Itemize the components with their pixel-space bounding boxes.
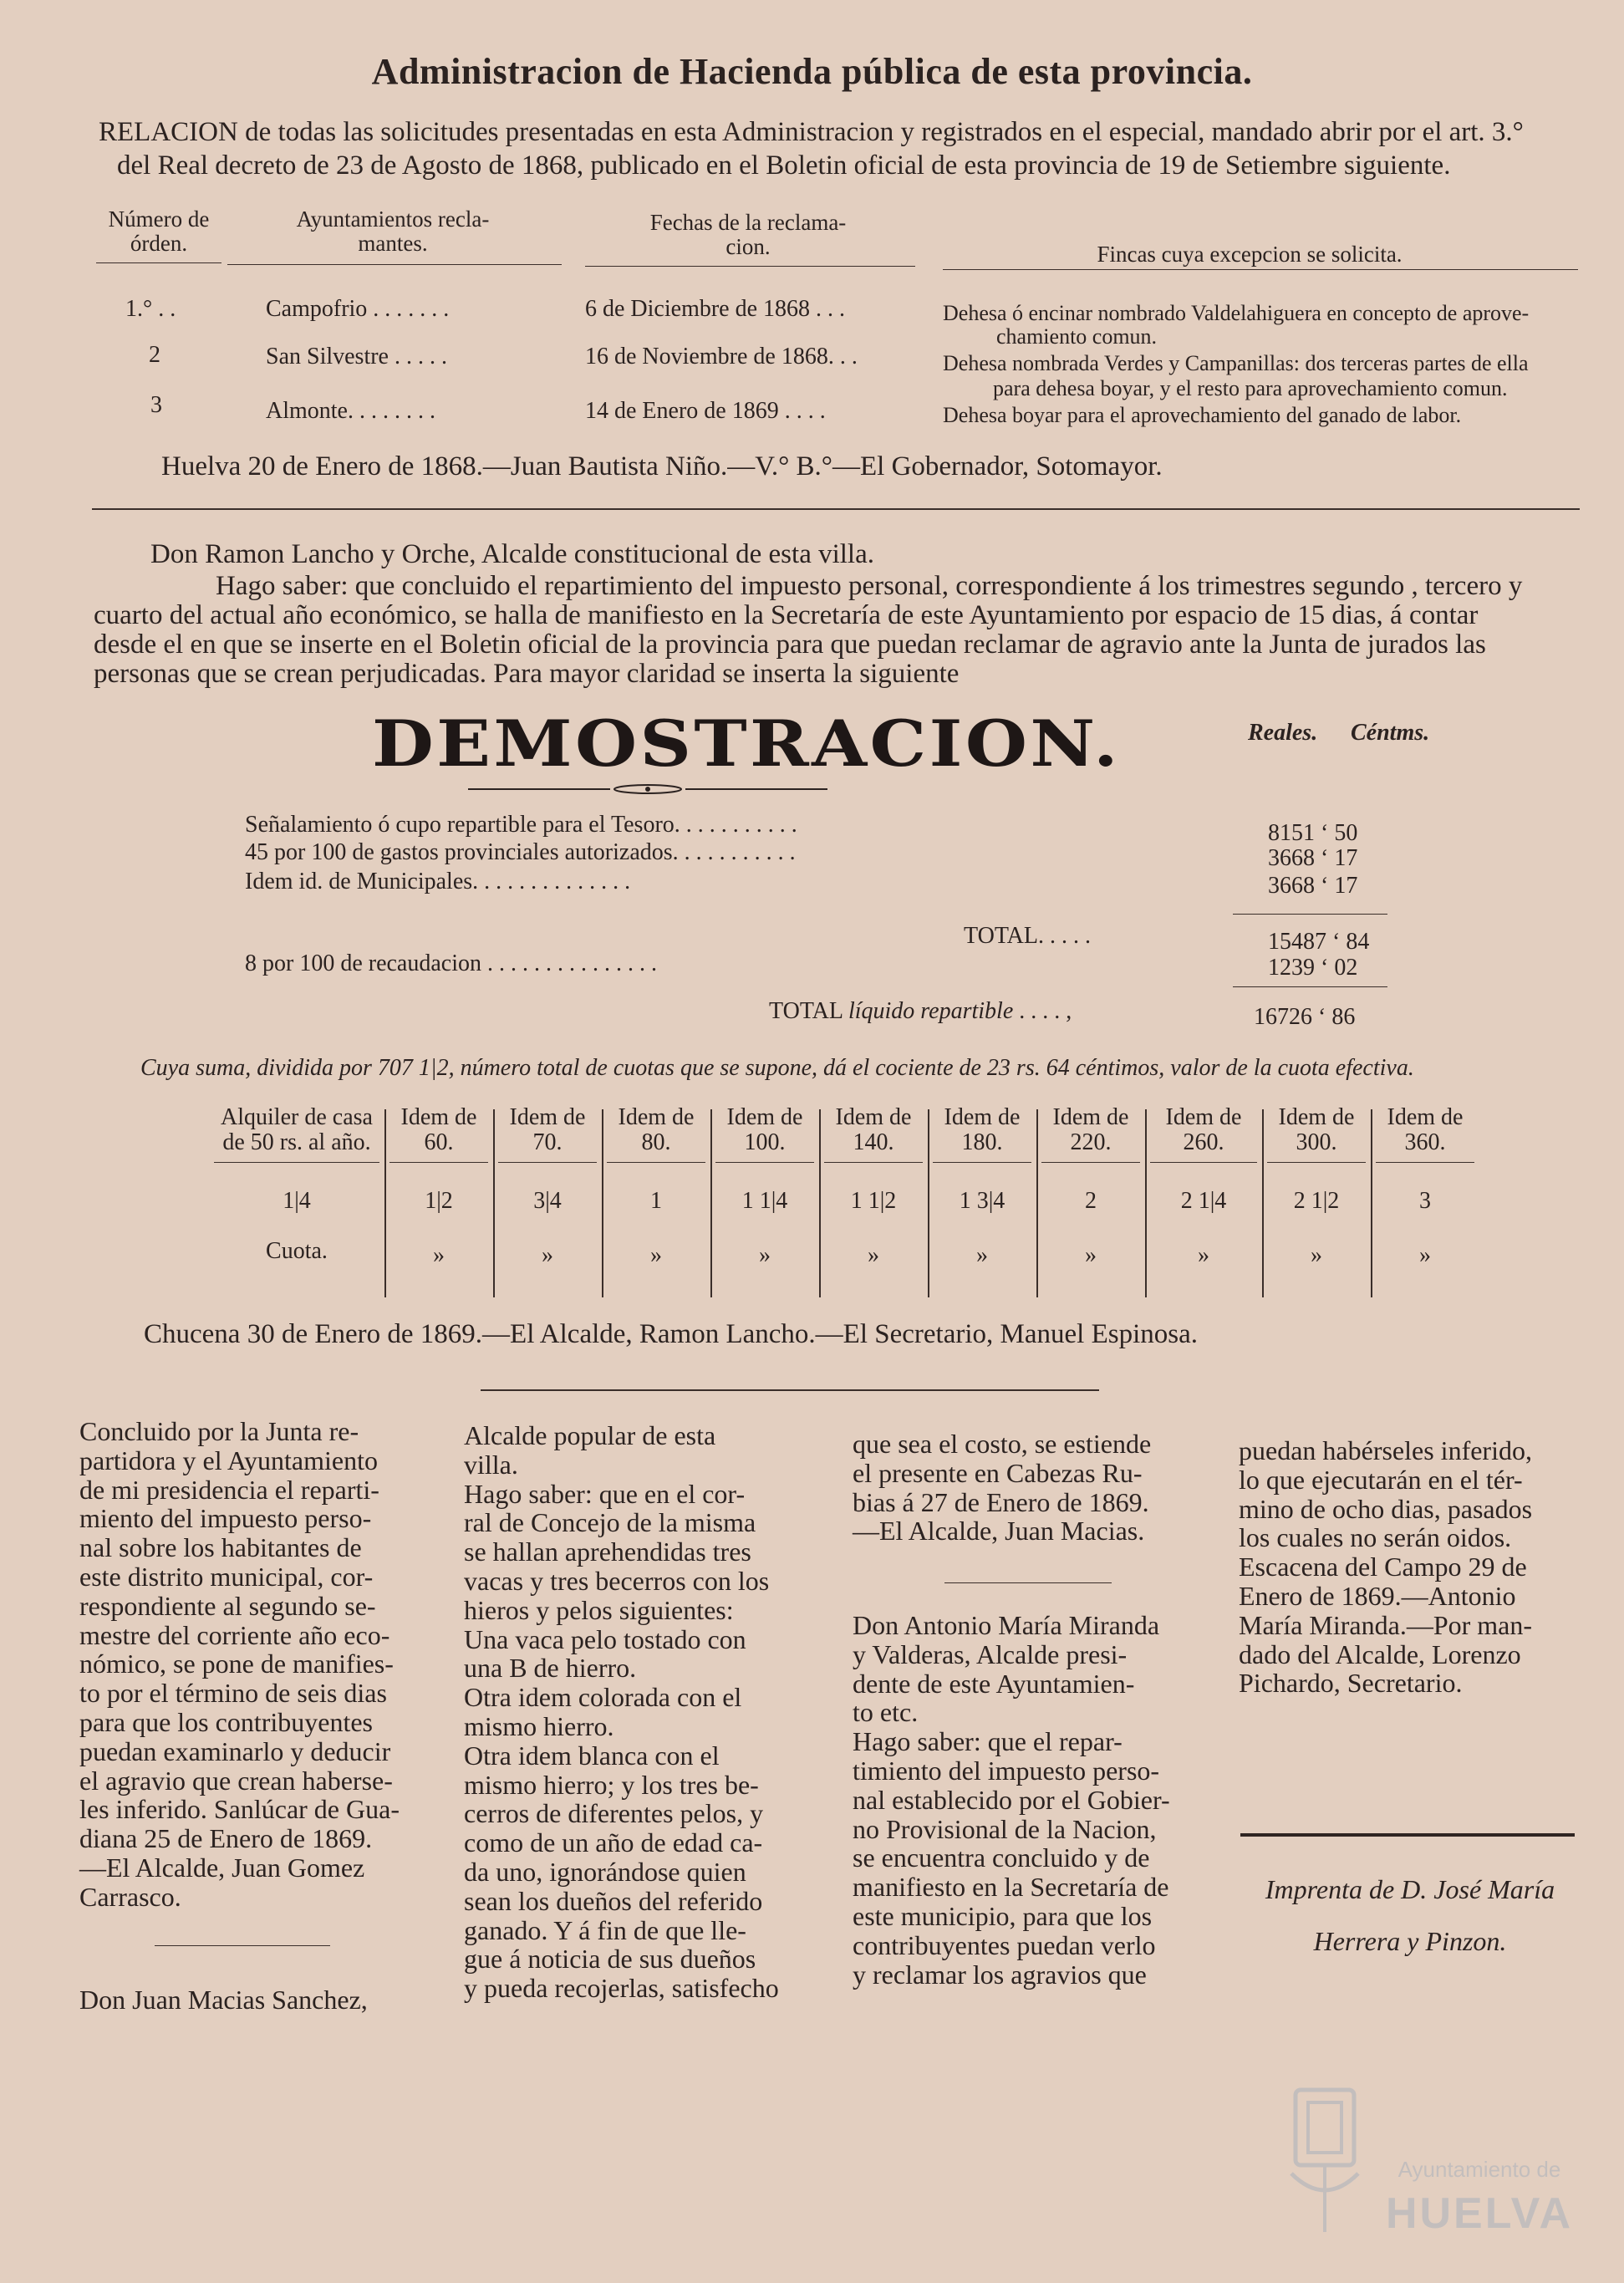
text-line: diana 25 de Enero de 1869.	[79, 1823, 373, 1854]
text-line: —El Alcalde, Juan Macias.	[853, 1516, 1145, 1547]
total-liquido-label: TOTAL líquido repartible . . . . ,	[769, 998, 1072, 1024]
text-line: no Provisional de la Nacion,	[853, 1813, 1157, 1844]
quota-mark: »	[650, 1242, 662, 1268]
quota-header-line-2: 180.	[961, 1129, 1003, 1155]
text-line: Enero de 1869.—Antonio	[1239, 1580, 1516, 1611]
quota-header-rule	[389, 1162, 488, 1163]
quota-mark: »	[1198, 1242, 1209, 1268]
text-line: ganado. Y á fin de que lle-	[464, 1914, 746, 1945]
sum-rule	[1233, 914, 1387, 915]
column-divider	[155, 1945, 330, 1946]
stamp-line-1: Ayuntamiento de	[1397, 2157, 1561, 2182]
quota-header-line-1: Idem de	[509, 1104, 586, 1130]
quota-fraction: 1 3|4	[959, 1188, 1005, 1214]
quota-header-rule	[607, 1162, 705, 1163]
text-line: Concluido por la Junta re-	[79, 1416, 359, 1446]
text-line: el presente en Cabezas Ru-	[853, 1457, 1143, 1488]
demo-row-value: 8151 ‘ 50	[1268, 820, 1358, 846]
text-line: ral de Concejo de la misma	[464, 1507, 756, 1538]
quota-header-rule	[1376, 1162, 1474, 1163]
quota-mark: »	[759, 1242, 771, 1268]
chucena-line-1: Hago saber: que concluido el repartimiento del impuesto personal, correspondiente á los trimestres segundo , tercero y	[216, 571, 1523, 601]
row-2-fecha: 16 de Noviembre de 1868. . .	[585, 344, 858, 369]
quota-fraction: 2	[1085, 1188, 1097, 1214]
text-line: y pueda recojerlas, satisfecho	[464, 1973, 779, 2004]
column-escacena	[853, 1611, 1191, 1989]
col-header-centimos: Céntms.	[1351, 720, 1430, 746]
demo-row-value: 3668 ‘ 17	[1268, 845, 1358, 871]
row-1-number: 1.° . .	[125, 296, 176, 322]
text-line: Otra idem blanca con el	[464, 1740, 720, 1771]
relacion-signature: Huelva 20 de Enero de 1868.—Juan Bautista Niño.—V.° B.°—El Gobernador, Sotomayor.	[161, 451, 1163, 482]
demo-row-label: 45 por 100 de gastos provinciales autorizados. . . . . . . . . . .	[245, 839, 796, 865]
intro-line-1: RELACION de todas las solicitudes presentadas en esta Administracion y registrados en el especial, mandado abrir por el art. 3.°	[99, 117, 1524, 147]
text-line: Escacena del Campo 29 de	[1239, 1552, 1527, 1582]
total-label: TOTAL. . . . .	[964, 923, 1092, 949]
text-line: Alcalde popular de esta	[464, 1420, 716, 1450]
quota-header-line-2: 60.	[424, 1129, 454, 1155]
text-line: villa.	[464, 1449, 518, 1480]
text-line: este municipio, para que los	[853, 1900, 1153, 1931]
quota-mark: »	[868, 1242, 879, 1268]
quota-fraction: 1|4	[283, 1188, 311, 1214]
text-line: da uno, ignorándose quien	[464, 1856, 746, 1887]
text-line: una B de hierro.	[464, 1653, 637, 1684]
quota-header-line-1: Idem de	[400, 1104, 477, 1130]
quota-fraction: 2 1|2	[1293, 1188, 1340, 1214]
imprint-divider	[1240, 1833, 1575, 1837]
text-line: puedan examinarlo y deducir	[79, 1735, 391, 1766]
quota-header-line-1: Idem de	[1278, 1104, 1355, 1130]
quota-column-divider	[1145, 1109, 1147, 1297]
header-underline	[96, 262, 221, 263]
text-line: to etc.	[853, 1697, 919, 1728]
text-line: cerros de diferentes pelos, y	[464, 1798, 764, 1829]
recaudacion-label: 8 por 100 de recaudacion . . . . . . . . . . . . . . .	[245, 950, 657, 976]
text-line: nal establecido por el Gobier-	[853, 1784, 1170, 1815]
text-line: dado del Alcalde, Lorenzo	[1239, 1638, 1521, 1669]
text-line: como de un año de edad ca-	[464, 1827, 763, 1858]
quota-fraction: 1	[650, 1188, 662, 1214]
text-line: mestre del corriente año eco-	[79, 1619, 390, 1650]
quota-header-rule	[933, 1162, 1031, 1163]
quota-header-line-1: Idem de	[944, 1104, 1021, 1130]
sum-rule	[1233, 986, 1387, 987]
imprint-line-2: Herrera y Pinzon.	[1313, 1926, 1507, 1956]
page-title: Administracion de Hacienda pública de esta provincia.	[371, 51, 1253, 92]
quota-header-line-2: 70.	[532, 1129, 563, 1155]
column-sanlucar	[79, 1417, 418, 1912]
col-header-number: Número de órden.	[108, 206, 210, 256]
quota-column-divider	[384, 1109, 386, 1297]
text-line: se hallan aprehendidas tres	[464, 1536, 751, 1567]
text-line: bias á 27 de Enero de 1869.	[853, 1486, 1149, 1517]
row-2-number: 2	[149, 342, 160, 368]
text-line: de mi presidencia el reparti-	[79, 1474, 379, 1505]
col-header-reales: Reales.	[1248, 720, 1318, 746]
stamp-line-2: HUELVA	[1385, 2189, 1574, 2238]
quota-column-divider	[1036, 1109, 1038, 1297]
header-underline	[943, 269, 1578, 270]
chucena-opening: Don Ramon Lancho y Orche, Alcalde constitucional de esta villa.	[150, 539, 874, 569]
quota-header-line-1: Idem de	[1052, 1104, 1129, 1130]
quota-header-rule	[1150, 1162, 1257, 1163]
intro-line-2: del Real decreto de 23 de Agosto de 1868, publicado en el Boletin oficial de esta provincia de 19 de Setiembre siguiente.	[117, 150, 1451, 181]
quota-header-line-2: 300.	[1296, 1129, 1337, 1155]
row-3-fecha: 14 de Enero de 1869 . . . .	[585, 398, 826, 424]
text-line: Una vaca pelo tostado con	[464, 1623, 746, 1654]
demo-row-value: 3668 ‘ 17	[1268, 873, 1358, 899]
text-line: vacas y tres becerros con los	[464, 1565, 770, 1596]
text-line: y Valderas, Alcalde presi-	[853, 1638, 1128, 1669]
demostracion-heading: DEMOSTRACION.	[372, 706, 1122, 781]
section-divider	[92, 508, 1580, 510]
quota-column-divider	[928, 1109, 929, 1297]
text-line: hieros y pelos siguientes:	[464, 1594, 734, 1625]
text-line: este distrito municipal, cor-	[79, 1561, 374, 1592]
chucena-line-4: personas que se crean perjudicadas. Para mayor claridad se inserta la siguiente	[94, 659, 960, 689]
text-line: Hago saber: que en el cor-	[464, 1478, 746, 1509]
text-line: —El Alcalde, Juan Gomez	[79, 1852, 365, 1883]
row-2-ayuntamiento: San Silvestre . . . . .	[266, 344, 447, 369]
row-3-number: 3	[150, 392, 162, 418]
text-line: puedan habérseles inferido,	[1239, 1435, 1532, 1465]
chucena-signature: Chucena 30 de Enero de 1869.—El Alcalde, Ramon Lancho.—El Secretario, Manuel Espinosa.	[144, 1319, 1198, 1349]
row-3-finca: Dehesa boyar para el aprovechamiento del ganado de labor.	[943, 403, 1462, 427]
quota-fraction: 1 1|4	[741, 1188, 788, 1214]
quota-header-line-1: Alquiler de casa	[221, 1104, 373, 1130]
quota-mark: »	[542, 1242, 553, 1268]
text-line: Pichardo, Secretario.	[1239, 1668, 1463, 1699]
quota-fraction: 3	[1419, 1188, 1431, 1214]
quota-mark: »	[433, 1242, 445, 1268]
total-liquido-value: 16726 ‘ 86	[1254, 1004, 1356, 1030]
column-escacena-end	[1239, 1436, 1581, 1698]
quota-fraction: 1|2	[425, 1188, 453, 1214]
text-line: Hago saber: que el repar-	[853, 1726, 1123, 1757]
quota-header-rule	[1041, 1162, 1140, 1163]
quota-header-line-1: Idem de	[618, 1104, 695, 1130]
text-line: María Miranda.—Por man-	[1239, 1609, 1533, 1640]
column-cabezas-rubias	[464, 1421, 802, 2003]
section-divider	[481, 1389, 1099, 1391]
quota-header-line-2: 100.	[744, 1129, 786, 1155]
text-line: dente de este Ayuntamien-	[853, 1668, 1135, 1699]
quota-column-divider	[1262, 1109, 1264, 1297]
text-line: to por el término de seis dias	[79, 1678, 387, 1709]
text-line: el agravio que crean haberse-	[79, 1765, 393, 1796]
quota-column-divider	[602, 1109, 603, 1297]
quota-mark: »	[976, 1242, 988, 1268]
column-cabezas-rubias-end	[853, 1429, 1191, 1546]
quota-header-rule	[824, 1162, 923, 1163]
cuota-note: Cuya suma, dividida por 707 1|2, número total de cuotas que se supone, dá el cociente de 23 rs. 64 céntimos, valor de la cuota efectiva.	[140, 1055, 1414, 1081]
quota-fraction: 3|4	[533, 1188, 562, 1214]
text-line: nómico, se pone de manifies-	[79, 1649, 394, 1679]
header-underline	[585, 266, 915, 267]
quota-column-divider	[710, 1109, 712, 1297]
text-line: y reclamar los agravios que	[853, 1959, 1147, 1990]
text-line: para que los contribuyentes	[79, 1706, 373, 1737]
quota-fraction: 1 1|2	[850, 1188, 897, 1214]
text-line: manifiesto en la Secretaría de	[853, 1872, 1169, 1903]
text-line: partidora y el Ayuntamiento	[79, 1445, 378, 1475]
quota-mark: »	[1085, 1242, 1097, 1268]
row-1-fecha: 6 de Diciembre de 1868 . . .	[585, 296, 846, 322]
quota-header-line-2: de 50 rs. al año.	[222, 1129, 371, 1155]
quota-label: Cuota.	[266, 1238, 328, 1264]
row-2-finca-cont: para dehesa boyar, y el resto para aprovechamiento comun.	[993, 376, 1508, 400]
text-line: sean los dueños del referido	[464, 1885, 763, 1916]
text-line: mismo hierro; y los tres be-	[464, 1769, 759, 1800]
demo-row-label: Idem id. de Municipales. . . . . . . . . . . . . .	[245, 869, 631, 894]
quota-column-divider	[819, 1109, 821, 1297]
text-line: les inferido. Sanlúcar de Gua-	[79, 1794, 400, 1825]
quota-fraction: 2 1|4	[1180, 1188, 1227, 1214]
quota-header-line-1: Idem de	[1387, 1104, 1464, 1130]
total-value: 15487 ‘ 84	[1268, 929, 1370, 955]
text-line: contribuyentes puedan verlo	[853, 1929, 1156, 1960]
quota-header-line-1: Idem de	[726, 1104, 803, 1130]
text-line: mino de ocho dias, pasados	[1239, 1493, 1533, 1524]
quota-header-rule	[214, 1162, 379, 1163]
text-line: timiento del impuesto perso-	[853, 1755, 1160, 1786]
text-line: miento del impuesto perso-	[79, 1503, 372, 1534]
recaudacion-value: 1239 ‘ 02	[1268, 955, 1358, 981]
quota-header-rule	[715, 1162, 814, 1163]
text-line: Carrasco.	[79, 1881, 181, 1912]
text-line: que sea el costo, se estiende	[853, 1429, 1152, 1459]
quota-header-line-2: 220.	[1070, 1129, 1112, 1155]
text-line: se encuentra concluido y de	[853, 1842, 1150, 1873]
quota-mark: »	[1311, 1242, 1322, 1268]
column-divider	[944, 1582, 1112, 1583]
quota-column-divider	[1371, 1109, 1372, 1297]
quota-header-line-1: Idem de	[835, 1104, 912, 1130]
header-underline	[227, 264, 562, 265]
text-line: respondiente al segundo se-	[79, 1590, 376, 1621]
quota-header-line-1: Idem de	[1165, 1104, 1242, 1130]
text-line: Don Antonio María Miranda	[853, 1610, 1160, 1640]
text-line: nal sobre los habitantes de	[79, 1532, 362, 1563]
archive-stamp	[1279, 2073, 1580, 2249]
text-line: Otra idem colorada con el	[464, 1682, 742, 1713]
text-line: los cuales no serán oidos.	[1239, 1522, 1512, 1553]
text-line: mismo hierro.	[464, 1710, 614, 1741]
row-3-ayuntamiento: Almonte. . . . . . . .	[266, 398, 435, 424]
row-2-finca: Dehesa nombrada Verdes y Campanillas: dos terceras partes de ella	[943, 351, 1529, 375]
quota-header-rule	[498, 1162, 597, 1163]
quota-header-line-2: 140.	[853, 1129, 894, 1155]
text-line: lo que ejecutarán en el tér-	[1239, 1464, 1523, 1495]
coat-of-arms-icon	[1279, 2073, 1371, 2240]
imprint-line-1: Imprenta de D. José María	[1265, 1874, 1555, 1904]
chucena-line-2: cuarto del actual año económico, se halla de manifiesto en la Secretaría de este Ayuntamiento por espacio de 15 dias, á contar	[94, 600, 1479, 630]
quota-column-divider	[493, 1109, 495, 1297]
quota-header-line-2: 260.	[1183, 1129, 1224, 1155]
col-header-fincas: Fincas cuya excepcion se solicita.	[1097, 242, 1403, 267]
quota-mark: »	[1419, 1242, 1431, 1268]
quota-header-line-2: 360.	[1404, 1129, 1446, 1155]
col1-next-notice: Don Juan Macias Sanchez,	[79, 1985, 368, 2015]
text-line: gue á noticia de sus dueños	[464, 1944, 756, 1975]
col-header-fechas: Fechas de la reclama- cion.	[649, 210, 847, 259]
demo-row-label: Señalamiento ó cupo repartible para el Tesoro. . . . . . . . . . .	[245, 812, 797, 838]
quota-header-rule	[1267, 1162, 1366, 1163]
col-header-ayuntamientos: Ayuntamientos recla- mantes.	[296, 206, 490, 256]
quota-header-line-2: 80.	[641, 1129, 671, 1155]
chucena-line-3: desde el en que se inserte en el Boletin oficial de la provincia para que puedan reclamar de agravio ante la Junta de jurados las	[94, 629, 1486, 660]
row-1-ayuntamiento: Campofrio . . . . . . .	[266, 296, 450, 322]
ornament-divider	[468, 783, 827, 795]
row-1-finca: Dehesa ó encinar nombrado Valdelahiguera en concepto de aprove-	[943, 301, 1530, 325]
row-1-finca-cont: chamiento comun.	[996, 324, 1158, 349]
